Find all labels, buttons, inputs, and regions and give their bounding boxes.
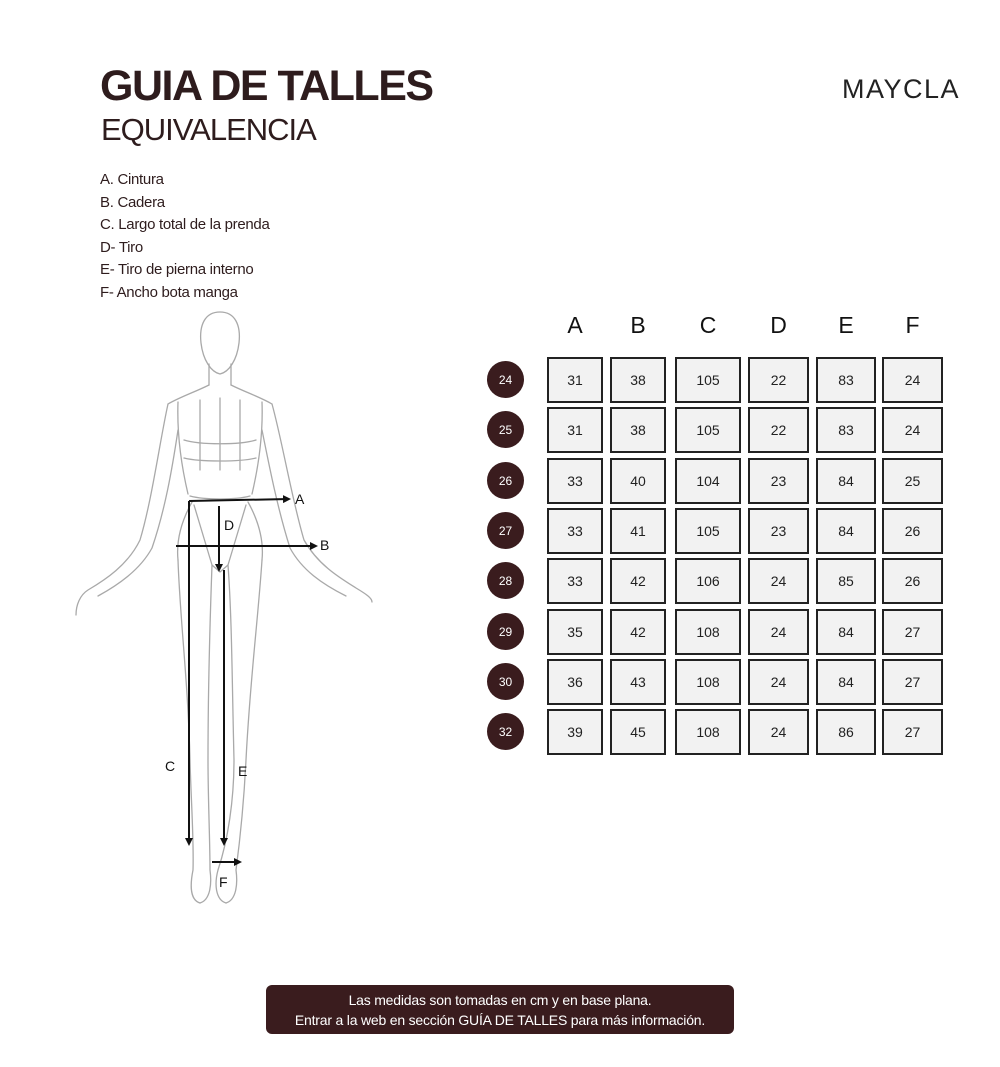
table-cell-e: 84 xyxy=(816,609,876,655)
table-cell-a: 31 xyxy=(547,407,603,453)
table-cell-a: 35 xyxy=(547,609,603,655)
column-header-b: B xyxy=(630,312,646,338)
table-cell-b: 42 xyxy=(610,609,666,655)
table-cell-a: 33 xyxy=(547,508,603,554)
table-cell-d: 23 xyxy=(748,508,809,554)
table-cell-f: 26 xyxy=(882,558,943,604)
table-cell-e: 84 xyxy=(816,508,876,554)
body-measurement-figure xyxy=(60,305,390,915)
column-header-f: F xyxy=(905,312,920,338)
table-cell-b: 40 xyxy=(610,458,666,504)
table-cell-c: 108 xyxy=(675,609,741,655)
legend-item-a: A. Cintura xyxy=(100,171,164,188)
figure-label-b: B xyxy=(320,537,330,553)
table-cell-d: 24 xyxy=(748,558,809,604)
table-cell-c: 105 xyxy=(675,357,741,403)
size-badge: 24 xyxy=(487,361,524,398)
table-cell-f: 24 xyxy=(882,357,943,403)
legend-item-d: D- Tiro xyxy=(100,238,143,256)
brand-logo: MAYCLA xyxy=(842,74,961,104)
size-badge: 29 xyxy=(487,613,524,650)
table-column-headers xyxy=(0,312,1000,346)
table-cell-e: 84 xyxy=(816,659,876,705)
page-subtitle: EQUIVALENCIA xyxy=(101,112,316,147)
table-cell-a: 33 xyxy=(547,558,603,604)
measurement-legend xyxy=(100,169,270,304)
column-header-d: D xyxy=(770,312,787,338)
table-cell-a: 36 xyxy=(547,659,603,705)
table-cell-b: 45 xyxy=(610,709,666,755)
table-cell-e: 86 xyxy=(816,709,876,755)
figure-label-f: F xyxy=(219,874,228,890)
page-title: GUIA DE TALLES xyxy=(100,62,433,110)
table-cell-d: 24 xyxy=(748,659,809,705)
figure-label-d: D xyxy=(224,517,235,533)
table-cell-b: 42 xyxy=(610,558,666,604)
table-cell-a: 31 xyxy=(547,357,603,403)
size-badge: 30 xyxy=(487,663,524,700)
table-cell-c: 108 xyxy=(675,659,741,705)
column-header-a: A xyxy=(567,312,583,338)
footer-line-2: Entrar a la web en sección GUÍA DE TALLES para más información. xyxy=(294,1012,706,1028)
table-cell-c: 108 xyxy=(675,709,741,755)
footer-note xyxy=(266,985,734,1034)
figure-label-a: A xyxy=(295,491,305,507)
table-cell-d: 22 xyxy=(748,407,809,453)
table-cell-d: 22 xyxy=(748,357,809,403)
table-cell-b: 38 xyxy=(610,357,666,403)
table-cell-a: 39 xyxy=(547,709,603,755)
table-cell-f: 25 xyxy=(882,458,943,504)
size-badge: 32 xyxy=(487,713,524,750)
table-cell-f: 24 xyxy=(882,407,943,453)
table-cell-c: 106 xyxy=(675,558,741,604)
size-badge: 28 xyxy=(487,562,524,599)
table-cell-f: 27 xyxy=(882,709,943,755)
table-cell-f: 26 xyxy=(882,508,943,554)
legend-item-c: C. Largo total de la prenda xyxy=(100,216,270,233)
table-cell-e: 83 xyxy=(816,357,876,403)
table-cell-b: 38 xyxy=(610,407,666,453)
table-cell-b: 41 xyxy=(610,508,666,554)
legend-item-e: E- Tiro de pierna interno xyxy=(100,261,254,278)
table-cell-c: 104 xyxy=(675,458,741,504)
table-cell-f: 27 xyxy=(882,659,943,705)
column-header-c: C xyxy=(699,312,717,338)
legend-item-f: F- Ancho bota manga xyxy=(100,283,238,301)
table-cell-a: 33 xyxy=(547,458,603,504)
table-cell-d: 24 xyxy=(748,609,809,655)
table-cell-c: 105 xyxy=(675,407,741,453)
figure-label-c: C xyxy=(165,758,176,774)
size-badge: 27 xyxy=(487,512,524,549)
table-cell-d: 23 xyxy=(748,458,809,504)
footer-line-1: Las medidas son tomadas en cm y en base plana. xyxy=(348,992,652,1008)
measurement-arrows xyxy=(176,499,316,862)
table-cell-e: 84 xyxy=(816,458,876,504)
size-badge: 25 xyxy=(487,411,524,448)
table-cell-d: 24 xyxy=(748,709,809,755)
table-cell-c: 105 xyxy=(675,508,741,554)
figure-label-e: E xyxy=(238,763,248,779)
legend-item-b: B. Cadera xyxy=(100,193,165,211)
table-cell-f: 27 xyxy=(882,609,943,655)
table-cell-e: 83 xyxy=(816,407,876,453)
table-cell-b: 43 xyxy=(610,659,666,705)
column-header-e: E xyxy=(838,312,854,338)
table-cell-e: 85 xyxy=(816,558,876,604)
size-badge: 26 xyxy=(487,462,524,499)
